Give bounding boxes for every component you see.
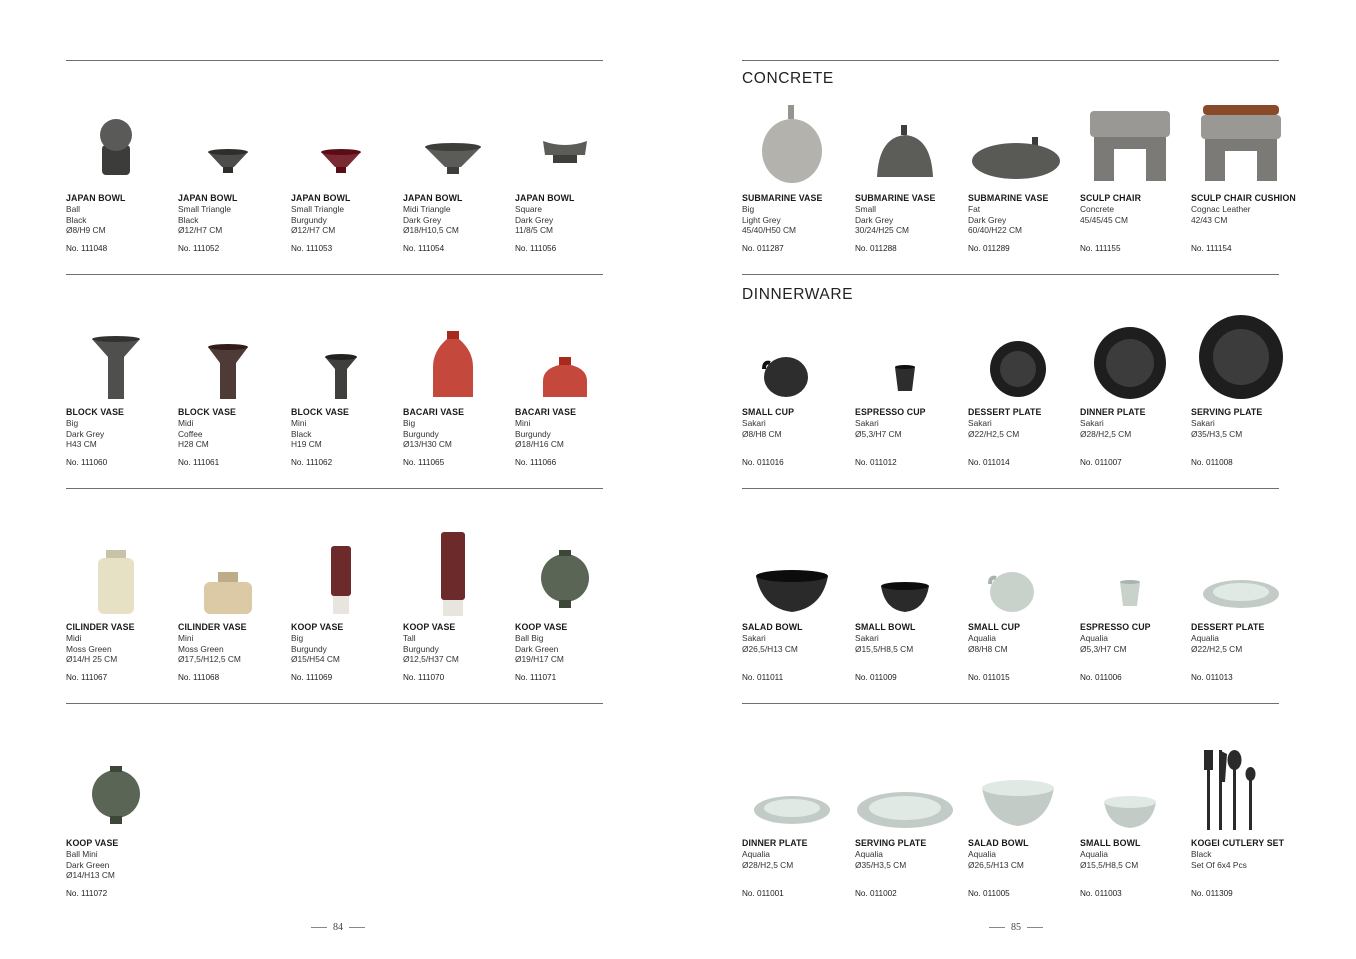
product-number: No. 011002 <box>855 889 897 898</box>
product-card <box>515 526 627 696</box>
product-detail: 45/45/45 CM <box>1080 214 1128 225</box>
product-name: DESSERT PLATE <box>968 407 1042 417</box>
submarine-vase-fat-icon <box>968 97 1068 189</box>
product-detail: Black <box>1191 848 1212 859</box>
product-number: No. 111154 <box>1191 244 1232 253</box>
product-card <box>291 311 403 481</box>
product-card <box>855 97 967 267</box>
product-detail: Set Of 6x4 Pcs <box>1191 859 1247 870</box>
product-detail: Square <box>515 203 543 214</box>
product-number: No. 111070 <box>403 673 445 682</box>
product-name: JAPAN BOWL <box>66 193 126 203</box>
product-detail: H19 CM <box>291 439 322 450</box>
product-detail: Ø26,5/H13 CM <box>742 643 798 654</box>
small-bowl-icon <box>855 526 955 618</box>
product-name: JAPAN BOWL <box>403 193 463 203</box>
product-detail: Ø5,3/H7 CM <box>1080 643 1127 654</box>
block-vase-big-icon <box>66 311 166 403</box>
product-detail: Sakari <box>968 417 992 428</box>
product-detail: H28 CM <box>178 439 209 450</box>
product-number: No. 111052 <box>178 244 220 253</box>
product-detail: Ø15,5/H8,5 CM <box>1080 859 1139 870</box>
product-name: SMALL BOWL <box>1080 838 1141 848</box>
product-name: BACARI VASE <box>515 407 577 417</box>
product-card <box>968 311 1080 481</box>
product-detail: Concrete <box>1080 203 1114 214</box>
product-number: No. 011309 <box>1191 889 1233 898</box>
product-card <box>855 742 967 912</box>
product-name: SMALL CUP <box>968 622 1021 632</box>
square-bowl-icon <box>515 97 615 189</box>
product-number: No. 011003 <box>1080 889 1122 898</box>
product-card <box>403 311 515 481</box>
espresso-cup-icon <box>1080 526 1180 618</box>
product-name: DINNER PLATE <box>742 838 808 848</box>
page-number-left <box>311 922 365 933</box>
product-number: No. 011016 <box>742 458 784 467</box>
product-card <box>515 97 627 267</box>
product-detail: Dark Grey <box>968 214 1007 225</box>
product-card <box>742 526 854 696</box>
product-name: BLOCK VASE <box>178 407 237 417</box>
sculp-chair-cushion-icon <box>1191 97 1291 189</box>
koop-vase-tall-icon <box>403 526 503 618</box>
product-name: DESSERT PLATE <box>1191 622 1265 632</box>
product-number: No. 111069 <box>291 673 333 682</box>
product-number: No. 011006 <box>1080 673 1122 682</box>
product-name: JAPAN BOWL <box>178 193 238 203</box>
small-triangle-bowl-icon <box>178 97 278 189</box>
product-card <box>855 526 967 696</box>
product-detail: Midi <box>66 632 82 643</box>
page-number-text: 84 <box>333 922 343 933</box>
product-card <box>968 97 1080 267</box>
product-detail: 42/43 CM <box>1191 214 1228 225</box>
product-detail: Burgundy <box>291 214 327 225</box>
product-detail: Dark Grey <box>515 214 554 225</box>
product-number: No. 111066 <box>515 458 557 467</box>
salad-bowl-light-icon <box>968 742 1068 834</box>
product-detail: Light Grey <box>742 214 781 225</box>
product-detail: Aqualia <box>1080 632 1108 643</box>
product-number: No. 111053 <box>291 244 333 253</box>
product-name: CILINDER VASE <box>66 622 135 632</box>
product-detail: Mini <box>178 632 194 643</box>
product-detail: Ø22/H2,5 CM <box>968 428 1020 439</box>
divider <box>742 703 1279 704</box>
product-number: No. 011015 <box>968 673 1010 682</box>
product-detail: Burgundy <box>403 428 439 439</box>
product-number: No. 111056 <box>515 244 557 253</box>
product-card <box>1080 311 1192 481</box>
product-number: No. 111072 <box>66 889 108 898</box>
product-card <box>742 97 854 267</box>
product-detail: Ø35/H3,5 CM <box>855 859 907 870</box>
product-detail: Ø17,5/H12,5 CM <box>178 654 241 665</box>
product-card <box>855 311 967 481</box>
product-name: BACARI VASE <box>403 407 465 417</box>
product-detail: Ø15/H54 CM <box>291 654 340 665</box>
block-vase-mini-icon <box>291 311 391 403</box>
product-detail: Black <box>178 214 199 225</box>
product-number: No. 111068 <box>178 673 220 682</box>
product-number: No. 011014 <box>968 458 1010 467</box>
divider <box>742 60 1279 61</box>
product-card <box>742 742 854 912</box>
ball-bowl-icon <box>66 97 166 189</box>
product-detail: Ø18/H10,5 CM <box>403 225 459 236</box>
product-detail: Ø18/H16 CM <box>515 439 564 450</box>
product-detail: Black <box>66 214 87 225</box>
serving-plate-icon <box>1191 311 1291 403</box>
divider <box>66 488 603 489</box>
product-detail: Aqualia <box>968 848 996 859</box>
product-number: No. 111054 <box>403 244 445 253</box>
product-detail: Sakari <box>855 632 879 643</box>
bacari-vase-big-icon <box>403 311 503 403</box>
product-number: No. 011289 <box>968 244 1010 253</box>
section-title-concrete: CONCRETE <box>742 70 834 87</box>
product-name: KOOP VASE <box>403 622 456 632</box>
side-plate-icon <box>1191 526 1291 618</box>
divider <box>66 703 603 704</box>
product-number: No. 011012 <box>855 458 897 467</box>
product-detail: Ø14/H13 CM <box>66 870 115 881</box>
product-name: SERVING PLATE <box>855 838 927 848</box>
product-detail: 60/40/H22 CM <box>968 225 1022 236</box>
product-detail: Ø12/H7 CM <box>178 225 223 236</box>
product-detail: 30/24/H25 CM <box>855 225 909 236</box>
product-name: SUBMARINE VASE <box>968 193 1049 203</box>
product-name: SERVING PLATE <box>1191 407 1263 417</box>
product-name: KOGEI CUTLERY SET <box>1191 838 1285 848</box>
product-number: No. 111067 <box>66 673 108 682</box>
submarine-vase-small-icon <box>855 97 955 189</box>
product-number: No. 011008 <box>1191 458 1233 467</box>
product-detail: Ø8/H9 CM <box>66 225 106 236</box>
product-card <box>742 311 854 481</box>
product-name: KOOP VASE <box>291 622 344 632</box>
cilinder-vase-mini-icon <box>178 526 278 618</box>
product-detail: Big <box>742 203 755 214</box>
product-card <box>66 311 178 481</box>
divider <box>742 488 1279 489</box>
product-detail: Midi Triangle <box>403 203 451 214</box>
product-detail: Sakari <box>742 417 766 428</box>
section-title-dinnerware: DINNERWARE <box>742 286 854 303</box>
product-card <box>1080 742 1192 912</box>
product-detail: Midi <box>178 417 194 428</box>
product-detail: Ø15,5/H8,5 CM <box>855 643 914 654</box>
product-detail: Ø28/H2,5 CM <box>742 859 794 870</box>
block-vase-midi-icon <box>178 311 278 403</box>
product-detail: Aqualia <box>1191 632 1219 643</box>
sculp-chair-icon <box>1080 97 1180 189</box>
dessert-plate-icon <box>968 311 1068 403</box>
product-detail: Burgundy <box>403 643 439 654</box>
product-name: BLOCK VASE <box>66 407 125 417</box>
product-name: SUBMARINE VASE <box>855 193 936 203</box>
product-detail: Big <box>291 632 304 643</box>
small-bowl-light-icon <box>1080 742 1180 834</box>
product-detail: Aqualia <box>855 848 883 859</box>
product-detail: Ball <box>66 203 80 214</box>
product-detail: Moss Green <box>178 643 224 654</box>
product-detail: Tall <box>403 632 416 643</box>
product-card <box>1191 742 1303 912</box>
product-number: No. 011009 <box>855 673 897 682</box>
product-detail: Ø28/H2,5 CM <box>1080 428 1132 439</box>
side-plate-large-icon <box>855 742 955 834</box>
product-name: CILINDER VASE <box>178 622 247 632</box>
product-number: No. 111062 <box>291 458 333 467</box>
product-number: No. 111048 <box>66 244 108 253</box>
product-name: SALAD BOWL <box>968 838 1029 848</box>
product-detail: Sakari <box>1191 417 1215 428</box>
product-number: No. 111061 <box>178 458 220 467</box>
product-number: No. 011011 <box>742 673 784 682</box>
product-detail: Ø13/H30 CM <box>403 439 452 450</box>
salad-bowl-icon <box>742 526 842 618</box>
product-detail: Ball Mini <box>66 848 98 859</box>
product-detail: Dark Grey <box>66 428 105 439</box>
product-name: SUBMARINE VASE <box>742 193 823 203</box>
divider <box>66 274 603 275</box>
product-detail: Small <box>855 203 876 214</box>
product-name: SMALL BOWL <box>855 622 916 632</box>
product-detail: Ø22/H2,5 CM <box>1191 643 1243 654</box>
product-card <box>1080 526 1192 696</box>
product-detail: Sakari <box>855 417 879 428</box>
product-name: KOOP VASE <box>515 622 568 632</box>
product-detail: Cognac Leather <box>1191 203 1251 214</box>
cutlery-set-icon <box>1191 742 1291 834</box>
koop-vase-big-icon <box>291 526 391 618</box>
small-cup-icon <box>742 311 842 403</box>
product-card <box>1191 97 1303 267</box>
product-number: No. 011007 <box>1080 458 1122 467</box>
bacari-vase-mini-icon <box>515 311 615 403</box>
product-name: ESPRESSO CUP <box>1080 622 1151 632</box>
small-cup-icon <box>968 526 1068 618</box>
product-detail: Aqualia <box>1080 848 1108 859</box>
espresso-cup-icon <box>855 311 955 403</box>
product-card <box>515 311 627 481</box>
product-number: No. 111155 <box>1080 244 1121 253</box>
product-card <box>403 97 515 267</box>
product-detail: Ø35/H3,5 CM <box>1191 428 1243 439</box>
product-detail: Ø8/H8 CM <box>968 643 1008 654</box>
product-number: No. 111071 <box>515 673 557 682</box>
product-card <box>66 97 178 267</box>
product-name: JAPAN BOWL <box>291 193 351 203</box>
side-plate-icon <box>742 742 842 834</box>
product-card <box>178 526 290 696</box>
product-name: SCULP CHAIR CUSHION <box>1191 193 1296 203</box>
product-detail: H43 CM <box>66 439 97 450</box>
product-name: ESPRESSO CUP <box>855 407 926 417</box>
product-detail: Ø14/H 25 CM <box>66 654 118 665</box>
product-card <box>1191 526 1303 696</box>
dinner-plate-icon <box>1080 311 1180 403</box>
product-detail: Burgundy <box>291 643 327 654</box>
product-number: No. 011013 <box>1191 673 1233 682</box>
product-detail: Coffee <box>178 428 203 439</box>
product-number: No. 011005 <box>968 889 1010 898</box>
product-detail: Moss Green <box>66 643 112 654</box>
product-card <box>403 526 515 696</box>
small-triangle-bowl-icon <box>291 97 391 189</box>
koop-vase-ball-icon <box>515 526 615 618</box>
product-number: No. 111060 <box>66 458 108 467</box>
product-detail: Ball Big <box>515 632 544 643</box>
product-detail: Dark Green <box>66 859 110 870</box>
product-detail: Mini <box>515 417 531 428</box>
product-card <box>1080 97 1192 267</box>
product-detail: Ø19/H17 CM <box>515 654 564 665</box>
product-card <box>1191 311 1303 481</box>
product-detail: 11/8/5 CM <box>515 225 554 236</box>
product-detail: Fat <box>968 203 981 214</box>
product-detail: Ø8/H8 CM <box>742 428 782 439</box>
divider <box>742 274 1279 275</box>
product-detail: Big <box>403 417 416 428</box>
product-detail: Black <box>291 428 312 439</box>
cilinder-vase-midi-icon <box>66 526 166 618</box>
product-name: SALAD BOWL <box>742 622 803 632</box>
product-detail: Dark Grey <box>855 214 894 225</box>
product-detail: 45/40/H50 CM <box>742 225 796 236</box>
product-detail: Ø12,5/H37 CM <box>403 654 459 665</box>
product-number: No. 111065 <box>403 458 445 467</box>
midi-triangle-bowl-icon <box>403 97 503 189</box>
product-card <box>66 526 178 696</box>
product-name: KOOP VASE <box>66 838 119 848</box>
product-detail: Big <box>66 417 79 428</box>
product-number: No. 011001 <box>742 889 784 898</box>
product-detail: Ø5,3/H7 CM <box>855 428 902 439</box>
product-detail: Small Triangle <box>178 203 232 214</box>
product-detail: Ø26,5/H13 CM <box>968 859 1024 870</box>
product-detail: Mini <box>291 417 307 428</box>
page-number-right <box>989 922 1043 933</box>
product-name: SMALL CUP <box>742 407 795 417</box>
koop-vase-ball-icon <box>66 742 166 834</box>
product-card <box>968 526 1080 696</box>
product-detail: Burgundy <box>515 428 551 439</box>
product-number: No. 011287 <box>742 244 784 253</box>
product-card <box>291 97 403 267</box>
product-detail: Dark Grey <box>403 214 442 225</box>
product-name: BLOCK VASE <box>291 407 350 417</box>
product-detail: Ø12/H7 CM <box>291 225 336 236</box>
submarine-vase-big-icon <box>742 97 842 189</box>
product-detail: Aqualia <box>742 848 770 859</box>
product-detail: Aqualia <box>968 632 996 643</box>
product-card <box>178 311 290 481</box>
product-card <box>178 97 290 267</box>
page-number-text: 85 <box>1011 922 1021 933</box>
product-detail: Dark Green <box>515 643 559 654</box>
product-name: JAPAN BOWL <box>515 193 575 203</box>
product-card <box>66 742 178 912</box>
product-name: DINNER PLATE <box>1080 407 1146 417</box>
product-number: No. 011288 <box>855 244 897 253</box>
product-detail: Sakari <box>742 632 766 643</box>
product-detail: Sakari <box>1080 417 1104 428</box>
product-name: SCULP CHAIR <box>1080 193 1142 203</box>
product-card <box>968 742 1080 912</box>
product-detail: Small Triangle <box>291 203 345 214</box>
product-card <box>291 526 403 696</box>
divider <box>66 60 603 61</box>
